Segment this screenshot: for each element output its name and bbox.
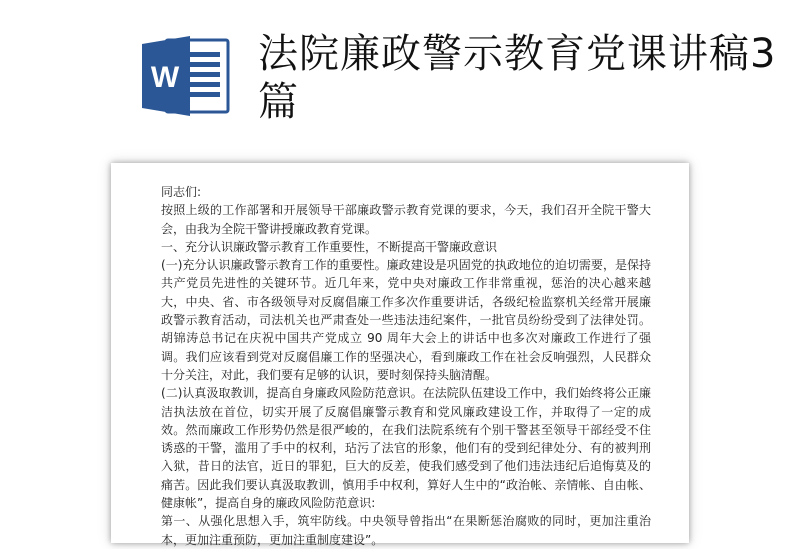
word-logo-letter: W <box>150 61 180 94</box>
page-title: 法院廉政警示教育党课讲稿3篇 <box>258 31 777 125</box>
word-document-icon <box>140 34 230 118</box>
document-preview <box>111 163 689 547</box>
document-body <box>161 183 651 549</box>
document-paragraph: (二)认真汲取教训，提高自身廉政风险防范意识。在法院队伍建设工作中，我们始终将公正廉洁执法放在首位，切实开展了反腐倡廉警示教育和党风廉政建设工作，并取得了一定的成效。然而廉政工作形势仍然是很严峻的，在我们法院系统有个别干警甚至领导干部经受不住诱惑的干警，滥用了手中的权利，玷污了法官的形象，他们有的受到纪律处分、有的被判刑入狱，昔日的法官，近日的罪犯，巨大的反差，使我们感受到了他们违法违纪后追悔莫及的痛苦。因此我们要认真汲取教训，慎用手中权利，算好人生中的“政治帐、亲情帐、自由帐、健康帐”，提高自身的廉政风险防范意识: <box>161 386 651 511</box>
document-paragraph: 第一、从强化思想入手，筑牢防线。中央领导曾指出“在果断惩治腐败的同时，更加注重治本，更加注重预防，更加注重制度建设”。 <box>161 514 651 547</box>
document-paragraph: 一、充分认识廉政警示教育工作重要性，不断提高干警廉政意识 <box>161 239 498 254</box>
document-paragraph: 按照上级的工作部署和开展领导干部廉政警示教育党课的要求，今天，我们召开全院干警大会，由我为全院干警讲授廉政教育党课。 <box>161 203 651 236</box>
document-paragraph: 同志们: <box>161 185 202 199</box>
document-paragraph: (一)充分认识廉政警示教育工作的重要性。廉政建设是巩固党的执政地位的迫切需要，是保持共产党员先进性的关键环节。近几年来，党中央对廉政工作非常重视，惩治的决心越来越大，中央、省、市各级领导对反腐倡廉工作多次作重要讲话，各级纪检监察机关经常开展廉政警示教育活动，司法机关也严肃查处一些违法违纪案件，一批官员纷纷受到了法律处罚。胡锦涛总书记在庆祝中国共产党成立 90 周年大会上的讲话中也多次对廉政工作进行了强调。我们应该看到党对反腐倡廉工作的坚强决心，看到廉政工作在社会反响强烈，人民群众十分关注，对此，我们要有足够的认识，要时刻保持头脑清醒。 <box>161 258 651 382</box>
